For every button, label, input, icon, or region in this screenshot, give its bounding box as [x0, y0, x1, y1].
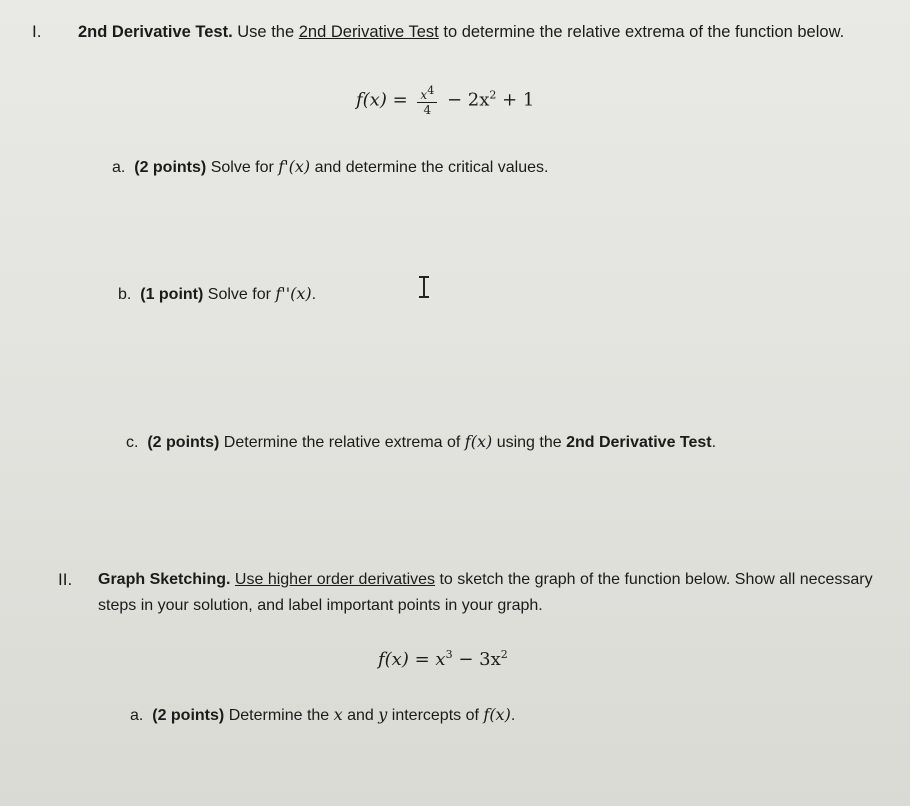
- question-1c-text-mid: using the: [496, 434, 562, 451]
- eq2-equals: =: [414, 649, 430, 670]
- eq1-tail: + 1: [502, 89, 535, 111]
- question-2a-text-mid: intercepts of: [391, 707, 479, 724]
- question-1c-label: c.: [126, 434, 139, 451]
- question-2a-y: y: [378, 705, 388, 724]
- question-1-intro-post: to determine the relative extrema of the function below.: [443, 23, 845, 41]
- question-1b-points: (1 point): [140, 286, 204, 303]
- question-1c-func: f(x): [464, 432, 493, 451]
- eq1-fraction: [417, 84, 437, 117]
- question-1-intro-link: 2nd Derivative Test: [298, 23, 439, 41]
- question-1a-text-pre: Solve for: [210, 159, 274, 176]
- question-2a-text-pre: Determine the: [228, 707, 330, 724]
- question-1-title: 2nd Derivative Test.: [78, 23, 233, 41]
- question-1b-text-post: .: [311, 286, 317, 303]
- question-2-number: II.: [58, 570, 73, 589]
- question-2-title: Graph Sketching.: [98, 571, 231, 588]
- eq1-lhs: f(x): [356, 89, 387, 111]
- question-1a-points: (2 points): [134, 159, 207, 176]
- eq2-lhs: f(x): [378, 649, 409, 670]
- question-1c-text-post: .: [711, 434, 717, 451]
- question-2-intro-post: to sketch the graph of the function below. Show all necessary: [439, 571, 873, 588]
- question-1c: [126, 432, 716, 452]
- question-2a: [130, 705, 515, 725]
- eq2-term1-exp: 3: [445, 648, 453, 661]
- question-2-header: [98, 571, 873, 589]
- eq2-term2: − 3x: [458, 649, 501, 670]
- question-1a: [112, 157, 548, 177]
- question-1b-func: f''(x): [275, 284, 312, 303]
- question-2-intro-line2: steps in your solution, and label important points in your graph.: [98, 597, 543, 614]
- question-2a-label: a.: [130, 707, 144, 724]
- question-2a-x: x: [333, 705, 343, 724]
- eq2-term1: x: [435, 649, 446, 670]
- eq1-frac-den: 4: [423, 103, 432, 117]
- question-1c-text-pre: Determine the relative extrema of: [223, 434, 461, 451]
- text-cursor-icon: [418, 276, 430, 298]
- question-2a-func: f(x): [483, 705, 511, 724]
- question-1c-points: (2 points): [147, 434, 220, 451]
- question-1-equation: [356, 84, 534, 117]
- question-1b-label: b.: [118, 286, 132, 303]
- question-1b: [118, 284, 316, 304]
- question-2a-text-post: .: [510, 707, 516, 724]
- question-1-number: I.: [32, 22, 42, 41]
- question-2-intro-link: Use higher order derivatives: [234, 571, 436, 588]
- eq1-term-exp: 2: [489, 88, 497, 102]
- question-1c-text-bold: 2nd Derivative Test: [566, 434, 712, 451]
- question-2a-points: (2 points): [152, 707, 225, 724]
- question-2-equation: [378, 648, 508, 670]
- eq1-equals: =: [392, 89, 408, 111]
- eq1-frac-num: x: [420, 88, 428, 102]
- question-1-intro-pre: Use the: [237, 23, 295, 41]
- eq2-term2-exp: 2: [500, 648, 508, 661]
- question-2a-and: and: [347, 707, 374, 724]
- question-1-header: [78, 23, 844, 42]
- eq1-term: − 2x: [446, 89, 490, 111]
- question-1a-func: f'(x): [278, 157, 311, 176]
- question-1b-text-pre: Solve for: [207, 286, 271, 303]
- eq1-frac-num-exp: 4: [427, 84, 435, 97]
- question-1a-label: a.: [112, 159, 126, 176]
- question-1a-text-post: and determine the critical values.: [314, 159, 549, 176]
